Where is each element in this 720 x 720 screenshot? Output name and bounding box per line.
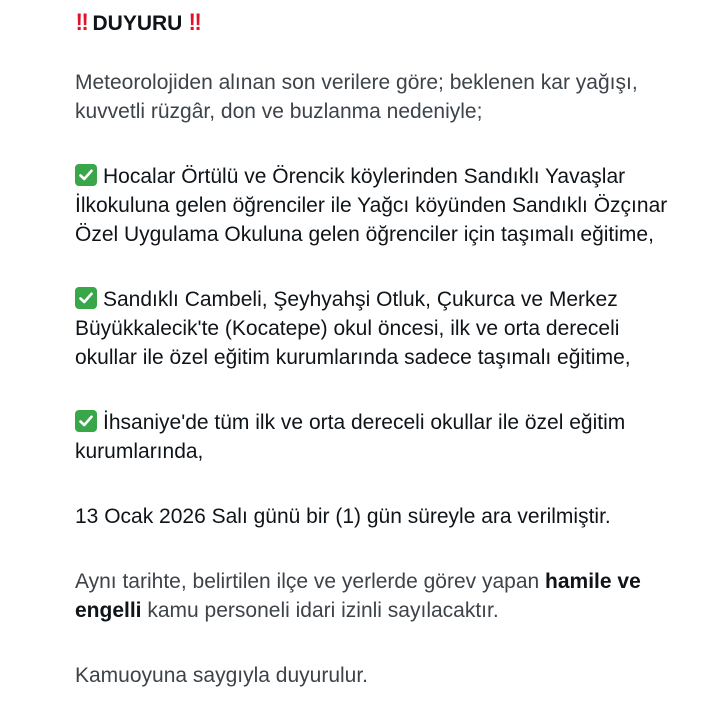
double-exclamation-icon: ‼ bbox=[75, 9, 86, 36]
personnel-paragraph bbox=[75, 567, 675, 625]
check-mark-icon bbox=[75, 287, 97, 309]
announcement-header bbox=[75, 8, 675, 38]
announcement-post bbox=[75, 8, 675, 720]
decision-statement: 13 Ocak 2026 Salı günü bir (1) gün süreyle ara verilmiştir. bbox=[75, 505, 611, 528]
personnel-prefix: Aynı tarihte, belirtilen ilçe ve yerlerde görev yapan bbox=[75, 570, 540, 593]
list-item-text: İhsaniye'de tüm ilk ve orta dereceli okullar ile özel eğitim kurumlarında, bbox=[75, 411, 626, 463]
announcement-title: DUYURU bbox=[92, 11, 183, 35]
check-mark-icon bbox=[75, 410, 97, 432]
check-mark-icon bbox=[75, 164, 97, 186]
list-item-text: Sandıklı Cambeli, Şeyhyahşi Otluk, Çukurca ve Merkez Büyükkalecik'te (Kocatepe) okul öncesi, ilk ve orta dereceli okullar ile özel eğitim kurumlarında sadece taşımalı eğitime, bbox=[75, 288, 631, 369]
list-item bbox=[75, 162, 675, 249]
list-item bbox=[75, 408, 675, 466]
intro-paragraph: Meteorolojiden alınan son verilere göre; beklenen kar yağışı, kuvvetli rüzgâr, don ve buzlanma nedeniyle; bbox=[75, 71, 638, 123]
personnel-emphasis: hamile ve engelli bbox=[75, 570, 641, 622]
personnel-suffix: kamu personeli idari izinli sayılacaktır. bbox=[147, 599, 499, 622]
list-item-text: Hocalar Örtülü ve Örencik köylerinden Sandıklı Yavaşlar İlkokuluna gelen öğrenciler ile Yağcı köyünden Sandıklı Özçınar Özel Uygulama Okuluna gelen öğrenciler için taşımalı eğitime, bbox=[75, 165, 668, 246]
double-exclamation-icon: ‼ bbox=[188, 9, 200, 36]
list-item bbox=[75, 285, 675, 372]
closing-line: Kamuoyuna saygıyla duyurulur. bbox=[75, 664, 369, 687]
